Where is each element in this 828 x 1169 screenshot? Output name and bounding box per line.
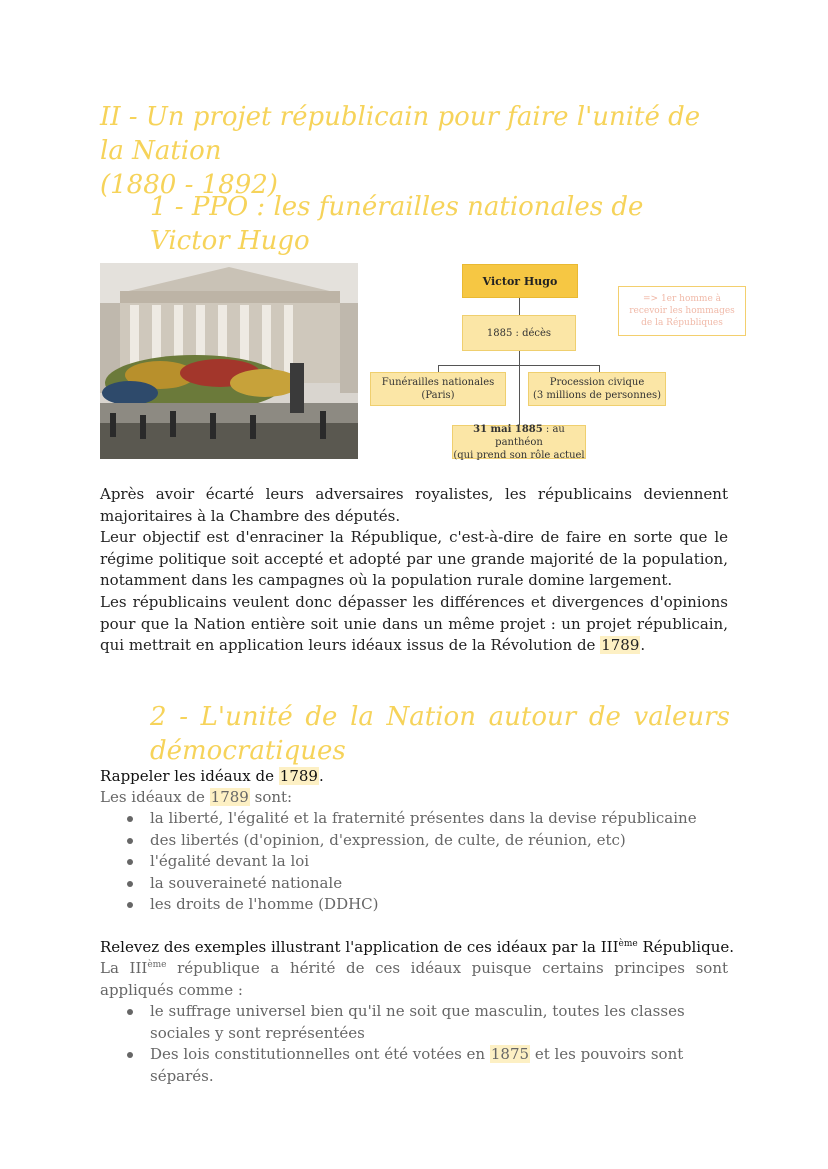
heading-section-2-line2: démocratiques (150, 736, 346, 766)
question-1-end: . (318, 767, 324, 785)
heading-part-2-line2: (1880 - 1892) (100, 170, 278, 200)
diagram-connector (519, 351, 520, 365)
highlighted-year: 1789 (210, 788, 249, 806)
question-2 (100, 937, 734, 958)
diagram-procession-line2: (3 millions de personnes) (532, 390, 662, 401)
diagram-procession-box (528, 372, 666, 406)
diagram-pantheon-line2: (qui prend son rôle actuel (453, 449, 585, 461)
heading-word: valeurs (633, 702, 730, 732)
list-item-text: Des lois constitutionnelles ont été votées en (150, 1045, 490, 1064)
heading-word: de (588, 702, 621, 732)
paragraph-2: Leur objectif est d'enraciner la République, c'est-à-dire de faire en sorte que le régime politique soit accepté et adopté par une grande majorité de la population, notamment dans les campagnes où la population rurale domine largement. (100, 528, 728, 590)
heading-word: la (350, 702, 374, 732)
list-item: des libertés (d'opinion, d'expression, de culte, de réunion, etc) (100, 830, 728, 852)
list-item (100, 1044, 728, 1087)
victor-hugo-diagram (366, 262, 751, 462)
answer-2-rest: république a hérité de ces idéaux puisque certains principes sont appliqués comme : (100, 959, 729, 999)
heading-section-2-line1 (150, 700, 730, 734)
list-item: le suffrage universel bien qu'il ne soit que masculin, toutes les classes sociales y sont représentées (100, 1001, 728, 1044)
highlighted-year: 1789 (279, 767, 318, 785)
superscript: ème (618, 939, 638, 949)
answer-1-intro (100, 787, 728, 809)
diagram-connector (519, 298, 520, 315)
answer-2-text: La III (100, 959, 148, 977)
diagram-note-line3: de la Républiques (641, 318, 723, 328)
highlighted-year: 1789 (601, 636, 640, 655)
pantheon-funeral-photo (100, 263, 358, 459)
list-item: la liberté, l'égalité et la fraternité présentes dans la devise républicaine (100, 808, 728, 830)
heading-word: 2 (150, 702, 167, 732)
heading-word: Nation (386, 702, 476, 732)
heading-part-2-line1: II - Un projet républicain pour faire l'unité de la Nation (100, 102, 701, 166)
paragraph-3-end: . (640, 636, 646, 655)
question-2-text: Relevez des exemples illustrant l'application de ces idéaux par la III (100, 938, 619, 956)
list-item: la souveraineté nationale (100, 873, 728, 895)
question-2-end: République. (637, 938, 734, 956)
diagram-pantheon-line1 (453, 423, 585, 449)
list-item: l'égalité devant la loi (100, 851, 728, 873)
diagram-title-box (462, 264, 578, 298)
highlighted-year: 1875 (490, 1045, 530, 1064)
diagram-funeral-line2: (Paris) (421, 390, 455, 401)
question-1 (100, 766, 324, 787)
list-item-end: et les pouvoirs sont séparés. (150, 1045, 684, 1085)
paragraph-3 (100, 592, 728, 657)
answer-2-intro (100, 958, 728, 1001)
paragraph-1: Après avoir écarté leurs adversaires royalistes, les républicains deviennent majoritaires à la Chambre des députés. (100, 485, 728, 525)
heading-section-1-line1: 1 - PPO : les funérailles nationales de Victor Hugo (150, 192, 644, 256)
diagram-death: 1885 : décès (486, 327, 552, 339)
diagram-note-box (618, 286, 746, 336)
heading-word: L'unité (200, 702, 293, 732)
diagram-connector (519, 365, 520, 425)
diagram-note-line2: recevoir les hommages (629, 306, 735, 316)
intro-paragraphs (100, 484, 728, 657)
diagram-title: Victor Hugo (482, 274, 558, 288)
diagram-death-box (462, 315, 576, 351)
diagram-pantheon-rest: : au panthéon (495, 423, 565, 448)
diagram-procession-line1: Procession civique (549, 377, 645, 388)
answer-1-text: Les idéaux de (100, 788, 210, 806)
ideals-list (100, 808, 728, 916)
heading-word: - (179, 702, 188, 732)
answer-1-end: sont: (249, 788, 293, 806)
heading-part-2 (100, 100, 730, 202)
application-list (100, 1001, 728, 1087)
superscript: ème (147, 960, 167, 970)
diagram-funeral-line1: Funérailles nationales (381, 377, 495, 388)
diagram-funeral-box (370, 372, 506, 406)
heading-word: autour (488, 702, 577, 732)
heading-word: de (305, 702, 338, 732)
diagram-pantheon-date: 31 mai 1885 (473, 423, 543, 435)
heading-section-2 (150, 700, 730, 768)
question-1-text: Rappeler les idéaux de (100, 767, 279, 785)
list-item: les droits de l'homme (DDHC) (100, 894, 728, 916)
diagram-pantheon-box (452, 425, 586, 459)
paragraph-3-text: Les républicains veulent donc dépasser les différences et divergences d'opinions pour que la Nation entière soit unie dans un même projet : un projet républicain, qui mettrait en application leurs idéaux issus de la Révolution de (100, 592, 728, 655)
diagram-note-line1: => 1er homme à (643, 294, 721, 304)
